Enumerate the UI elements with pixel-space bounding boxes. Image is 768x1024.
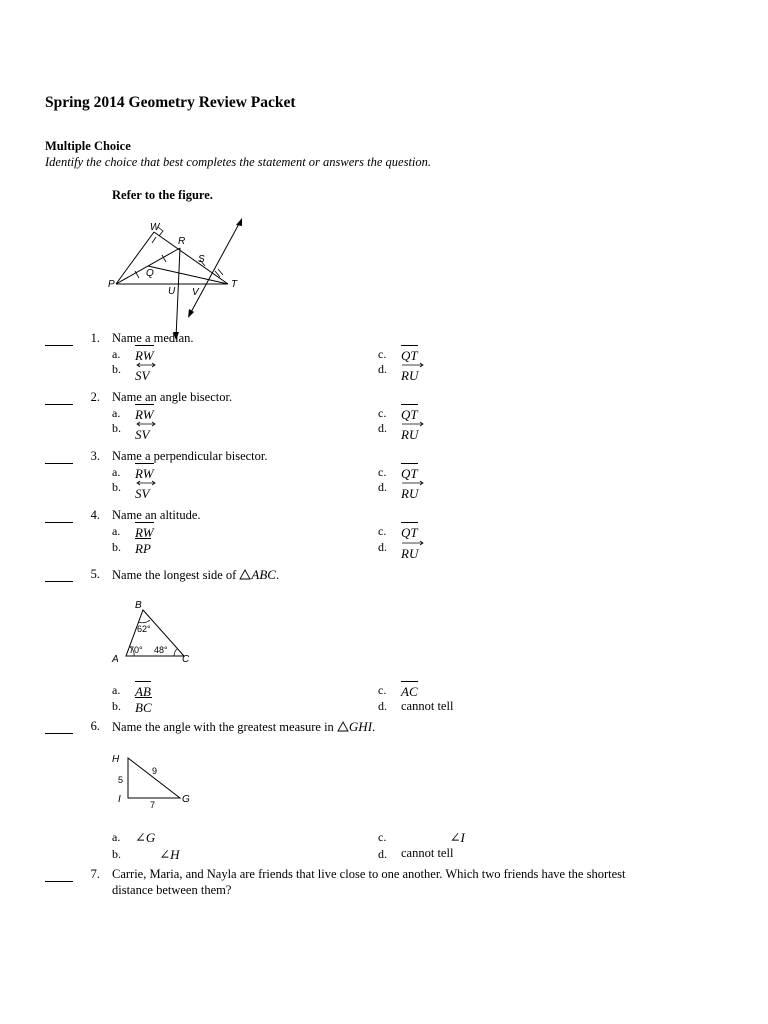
choice-letter: c. bbox=[378, 683, 387, 697]
answer-blank[interactable] bbox=[45, 403, 73, 405]
choice-letter: b. bbox=[112, 421, 121, 435]
triangle-abc-figure bbox=[110, 598, 200, 668]
question-number: 7. bbox=[90, 867, 100, 881]
angle-label-a: 70° bbox=[129, 645, 143, 655]
answer-blank[interactable] bbox=[45, 521, 73, 523]
triangle-icon bbox=[337, 721, 349, 732]
label-u: U bbox=[168, 286, 176, 297]
choice-letter: b. bbox=[112, 540, 121, 554]
choice-letter: a. bbox=[112, 830, 121, 844]
label-h: H bbox=[112, 754, 120, 765]
choice-letter: a. bbox=[112, 465, 121, 479]
choice-angle: ∠G bbox=[135, 830, 156, 845]
choice-segment: BC bbox=[135, 700, 152, 716]
choice-letter: a. bbox=[112, 406, 121, 420]
refer-text: Refer to the figure. bbox=[112, 188, 213, 202]
angle-label-c: 48° bbox=[154, 645, 168, 655]
choice-letter: d. bbox=[378, 699, 387, 713]
label-g: G bbox=[182, 794, 190, 805]
choice-text: cannot tell bbox=[401, 846, 454, 860]
section-instruction: Identify the choice that best completes the statement or answers the question. bbox=[45, 155, 432, 169]
section-heading: Multiple Choice bbox=[45, 139, 131, 153]
answer-blank[interactable] bbox=[45, 344, 73, 346]
choice-segment: QT bbox=[401, 525, 418, 541]
choice-letter: c. bbox=[378, 406, 387, 420]
side-label-ig: 7 bbox=[150, 800, 156, 810]
label-w: W bbox=[150, 222, 160, 233]
label-c: C bbox=[182, 654, 190, 665]
choice-letter: b. bbox=[112, 480, 121, 494]
choice-letter: a. bbox=[112, 683, 121, 697]
choice-segment: RW bbox=[135, 466, 154, 482]
angle-label-b: 62° bbox=[137, 624, 151, 634]
choice-letter: c. bbox=[378, 465, 387, 479]
question-text: Name a perpendicular bisector. bbox=[112, 449, 268, 463]
choice-segment: AC bbox=[401, 684, 418, 700]
question-number: 6. bbox=[90, 719, 100, 733]
question-text: Name an altitude. bbox=[112, 508, 201, 522]
choice-segment: AB bbox=[135, 684, 151, 700]
triangle-ghi-figure bbox=[110, 750, 200, 812]
choice-letter: d. bbox=[378, 847, 387, 861]
label-i: I bbox=[118, 794, 121, 805]
choice-letter: a. bbox=[112, 524, 121, 538]
question-number: 2. bbox=[90, 390, 100, 404]
answer-blank[interactable] bbox=[45, 580, 73, 582]
label-s: S bbox=[198, 254, 205, 265]
choice-letter: b. bbox=[112, 847, 121, 861]
question-number: 1. bbox=[90, 331, 100, 345]
choice-angle: ∠I bbox=[449, 830, 465, 845]
question-text-line-1: Carrie, Maria, and Nayla are friends that live close to one another. Which two friends have the shortest bbox=[112, 867, 626, 881]
choice-letter: b. bbox=[112, 362, 121, 376]
choice-text: cannot tell bbox=[401, 699, 454, 713]
choice-angle: ∠H bbox=[159, 847, 180, 862]
page-title: Spring 2014 Geometry Review Packet bbox=[45, 94, 296, 111]
question-number: 3. bbox=[90, 449, 100, 463]
side-label-hi: 5 bbox=[118, 775, 124, 785]
main-triangle-figure bbox=[108, 218, 248, 340]
label-q: Q bbox=[146, 268, 154, 279]
choice-letter: d. bbox=[378, 480, 387, 494]
choice-letter: d. bbox=[378, 540, 387, 554]
question-text: Name the longest side of ABC. bbox=[112, 567, 280, 582]
answer-blank[interactable] bbox=[45, 732, 73, 734]
choice-letter: d. bbox=[378, 421, 387, 435]
question-number: 4. bbox=[90, 508, 100, 522]
question-number: 5. bbox=[90, 567, 100, 581]
choice-segment: RW bbox=[135, 525, 154, 541]
label-t: T bbox=[231, 279, 238, 290]
question-text: Name a median. bbox=[112, 331, 194, 345]
label-b: B bbox=[135, 600, 142, 611]
side-label-hg: 9 bbox=[152, 766, 158, 776]
answer-blank[interactable] bbox=[45, 462, 73, 464]
choice-segment: QT bbox=[401, 348, 418, 364]
choice-segment: RP bbox=[135, 541, 151, 557]
choice-letter: c. bbox=[378, 524, 387, 538]
label-a: A bbox=[112, 654, 119, 665]
choice-letter: c. bbox=[378, 830, 387, 844]
choice-segment: RW bbox=[135, 348, 154, 364]
question-text: Name the angle with the greatest measure in GHI. bbox=[112, 719, 376, 734]
label-r: R bbox=[178, 236, 186, 247]
choice-letter: d. bbox=[378, 362, 387, 376]
question-text-line-2: distance between them? bbox=[112, 883, 232, 897]
choice-letter: a. bbox=[112, 347, 121, 361]
question-text: Name an angle bisector. bbox=[112, 390, 233, 404]
label-p: P bbox=[108, 279, 115, 290]
choice-letter: c. bbox=[378, 347, 387, 361]
choice-letter: b. bbox=[112, 699, 121, 713]
choice-segment: RW bbox=[135, 407, 154, 423]
answer-blank[interactable] bbox=[45, 880, 73, 882]
choice-segment: QT bbox=[401, 466, 418, 482]
label-v: V bbox=[192, 287, 199, 298]
choice-segment: QT bbox=[401, 407, 418, 423]
triangle-icon bbox=[239, 569, 251, 580]
